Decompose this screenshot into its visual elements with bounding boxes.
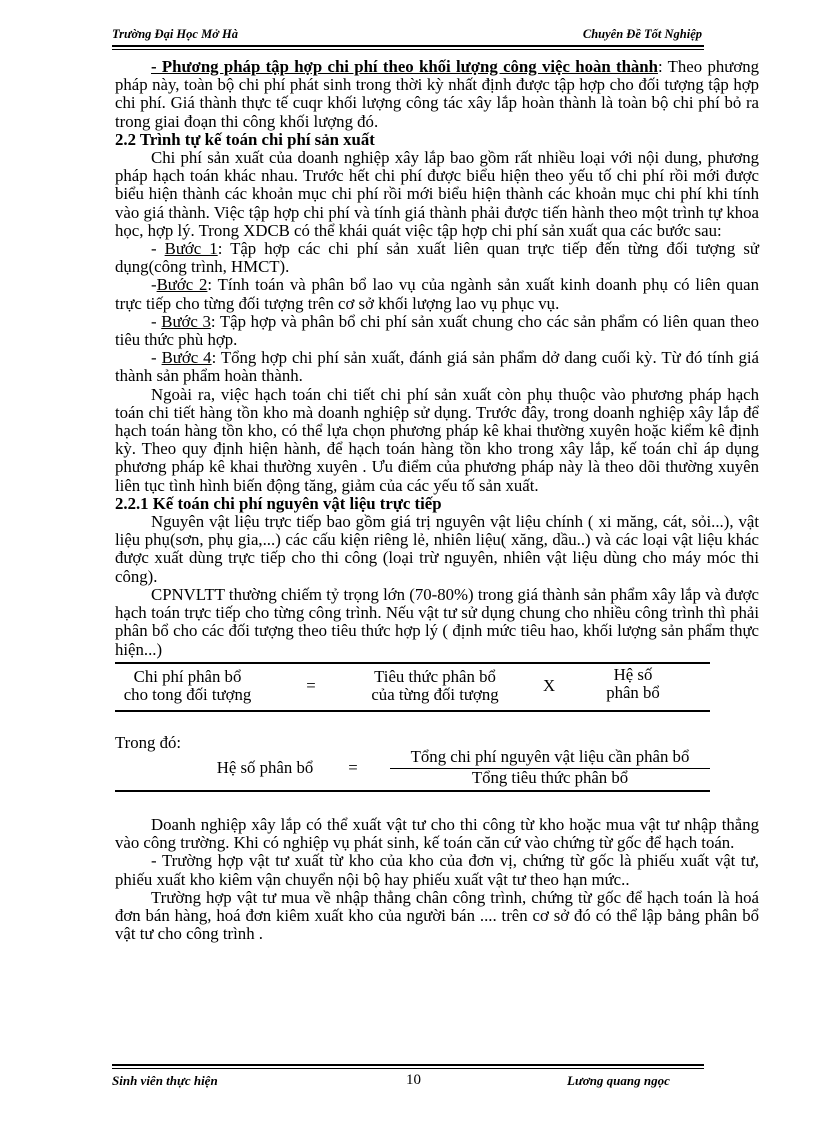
step-4: [115, 349, 759, 385]
coef-equals: =: [348, 757, 358, 777]
paragraph-direct-purchase: Trường hợp vật tư mua về nhập thẳng chân công trình, chứng từ gốc để hạch toán là hoá đơn bán hàng, hoá đơn kiêm xuất kho của người bán .... trên cơ sở đó có thể lập bảng phân bổ vật tư cho công trình .: [115, 887, 759, 944]
step-text: : Tổng hợp chi phí sản xuất, đánh giá sản phẩm dở dang cuối kỳ. Từ đó tính giá thành sản phẩm hoàn thành.: [115, 348, 759, 386]
footer-author: Lương quang ngọc: [567, 1073, 670, 1088]
step-label: Bước 2: [156, 275, 208, 295]
footer-student-label: Sinh viên thực hiện: [112, 1073, 218, 1088]
paragraph-intro: Chi phí sản xuất của doanh nghiệp xây lắp bao gồm rất nhiều loại với nội dung, phương pháp hạch toán khác nhau. Trước hết chi phí được biểu hiện theo yếu tố chi phí rồi mới được biểu hiện thành các khoản mục chi phí rồi mới biểu hiện thành các khoản mục chi phí khi tính vào giá thành. Việc tập hợp chi phí và tính giá thành phải được tiến hành theo một trình tự khoa học, hợp lý. Trong XDCB có thể khái quát việc tập hợp chi phí sản xuất qua các bước sau:: [115, 148, 759, 240]
step-2: [115, 276, 759, 312]
paragraph-issue: Doanh nghiệp xây lắp có thể xuất vật tư cho thi công từ kho hoặc mua vật tư nhập thẳng vào công trường. Khi có nghiệp vụ phát sinh, kế toán căn cứ vào chứng từ gốc để hạch toán.: [115, 814, 759, 853]
where-label: Trong đó:: [115, 732, 182, 752]
page-body: [115, 58, 759, 943]
step-text: : Tính toán và phân bổ lao vụ của ngành sản xuất kinh doanh phụ có liên quan trực tiếp cho từng đối tượng trên cơ sở khối lượng lao vụ phục vụ.: [115, 275, 759, 313]
paragraph-inventory: Ngoài ra, việc hạch toán chi tiết chi phí sản xuất còn phụ thuộc vào phương pháp hạch toán chi tiết hàng tồn kho mà doanh nghiệp sử dụng. Trước đây, trong doanh nghiệp xây lắp để hạch toán hàng tồn kho, có thể lựa chọn phương pháp kê khai thường xuyên hoặc kiểm kê định kỳ. Theo quy định hiện hành, để hạch toán hàng tồn kho trong xây lắp, kế toán chỉ áp dụng phương pháp kê khai thường xuyên . Ưu điểm của phương pháp này là theo dõi thường xuyên liên tục tình hình biến động tăng, giảm của các yếu tố sản xuất.: [115, 384, 759, 495]
section-heading-2-2-1: 2.2.1 Kế toán chi phí nguyên vật liệu trực tiếp: [115, 493, 442, 513]
formula-coef: [593, 666, 673, 702]
step-label: Bước 1: [164, 239, 218, 259]
step-dash: -: [151, 348, 162, 368]
step-1: [115, 240, 759, 276]
page-number: 10: [406, 1072, 421, 1088]
paragraph-warehouse: - Trường hợp vật tư xuất từ kho của kho của đơn vị, chứng từ gốc là phiếu xuất vật tư, phiếu xuất kho kiêm vận chuyển nội bộ hay phiếu xuất vật tư theo hạn mức..: [115, 851, 759, 889]
method-title: - Phương pháp tập hợp chi phí theo khối lượng công việc hoàn thành: [151, 57, 658, 76]
header-rule: [112, 45, 704, 47]
footer-rule: [112, 1064, 704, 1066]
step-3: [115, 313, 759, 349]
paragraph-materials: Nguyên vật liệu trực tiếp bao gồm giá trị nguyên vật liệu chính ( xi măng, cát, sỏi...), vật liệu phụ(sơn, phụ gia,...) các cấu kiện riêng lẻ, nhiên liệu( xăng, dầu..) và các loại vật liệu khác được xuất dùng trực tiếp cho thi công (loại trừ nguyên, nhiên vật liệu dùng cho máy móc thi công).: [115, 512, 759, 586]
formula-coef-line1: Hệ số: [613, 664, 653, 684]
formula-coef-line2: phân bổ: [606, 682, 660, 702]
paragraph-method: [115, 58, 759, 131]
step-dash: -: [151, 239, 165, 259]
coefficient-formula: [115, 746, 710, 792]
header-school: Trường Đại Học Mở Hà: [112, 27, 239, 41]
step-dash: -: [151, 275, 157, 295]
header-rule-thin: [112, 49, 704, 50]
method-text: : Theo phương pháp này, toàn bộ chi phí phát sinh trong thời kỳ nhất định được tập hợp cho đối tượng tập hợp chi phí. Giá thành thực tế cuqr khối lượng công tác xây lắp hoàn thành là toàn bộ chi phí bỏ ra trong giai đoạn thi công khối lượng đó.: [115, 57, 759, 131]
page-header: [112, 27, 702, 45]
allocation-formula: [115, 662, 710, 712]
formula-times: X: [542, 675, 556, 695]
footer-rule-thin: [112, 1068, 704, 1069]
formula-equals: =: [306, 675, 316, 695]
header-title: Chuyên Đề Tốt Nghiệp: [582, 27, 702, 41]
section-heading-2-2: 2.2 Trình tự kế toán chi phí sản xuất: [115, 129, 375, 149]
formula-lhs: [115, 668, 260, 704]
coef-denominator: Tổng tiêu thức phân bổ: [471, 767, 629, 787]
step-text: : Tập hợp và phân bổ chi phí sản xuất chung cho các sản phẩm có liên quan theo tiêu thức phù hợp.: [115, 311, 759, 350]
formula-criterion: [355, 668, 515, 704]
paragraph-allocation: CPNVLTT thường chiếm tỷ trọng lớn (70-80%) trong giá thành sản phẩm xây lắp và được hạch toán trực tiếp cho từng công trình. Nếu vật tư sử dụng chung cho nhiều công trình thì phải phân bổ cho các đối tượng theo tiêu thức hợp lý ( định mức tiêu hao, khối lượng sản phẩm thực hiện...): [115, 584, 759, 659]
formula-criterion-line2: của từng đối tượng: [371, 684, 499, 704]
coef-numerator: Tổng chi phí nguyên vật liệu cần phân bổ: [410, 746, 690, 766]
formula-criterion-line1: Tiêu thức phân bổ: [374, 666, 496, 686]
step-dash: -: [151, 311, 162, 331]
step-label: Bước 3: [161, 311, 211, 331]
formula-lhs-line2: cho tong đối tượng: [123, 684, 252, 704]
step-text: : Tập hợp các chi phí sản xuất liên quan trực tiếp đến từng đối tượng sử dụng(công trình, HMCT).: [115, 239, 759, 277]
coef-lhs: Hệ số phân bổ: [216, 757, 314, 777]
formula-lhs-line1: Chi phí phân bổ: [133, 666, 242, 686]
step-label: Bước 4: [161, 348, 212, 368]
